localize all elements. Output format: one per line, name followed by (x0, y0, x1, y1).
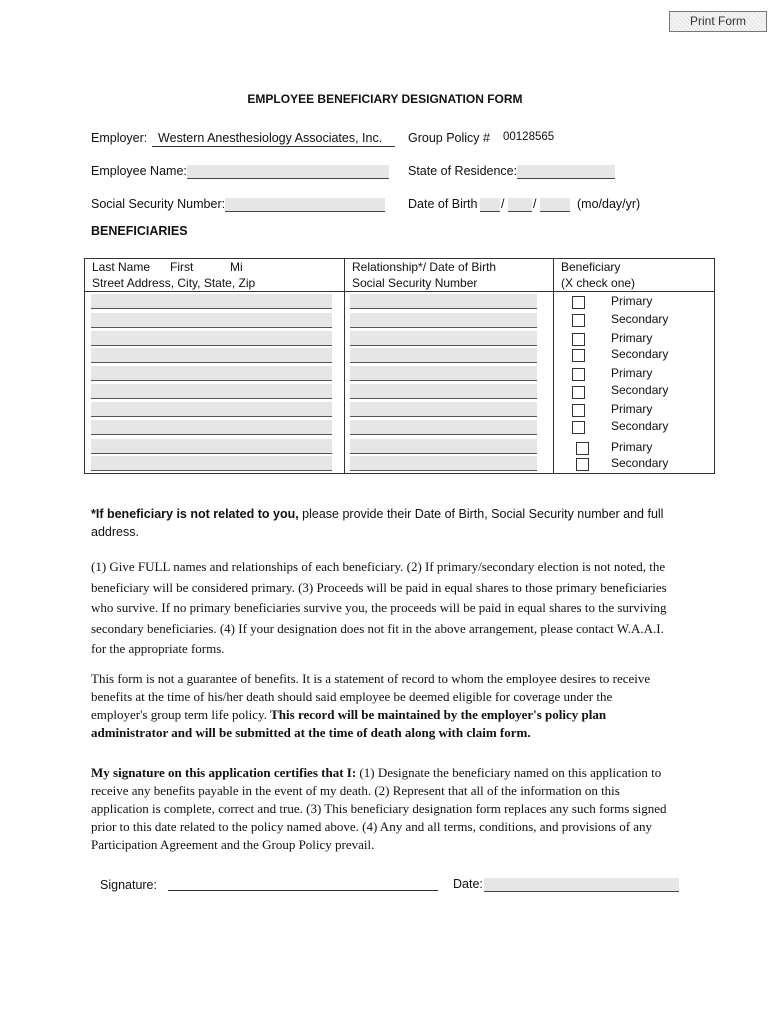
table-header-row (85, 259, 715, 292)
ssn-label: Social Security Number: (91, 197, 226, 211)
primary-checkbox[interactable] (572, 296, 585, 309)
beneficiary-ssn-field[interactable] (350, 456, 537, 471)
secondary-checkbox[interactable] (572, 349, 585, 362)
signature-field[interactable] (168, 876, 438, 891)
dob-day-field[interactable] (508, 198, 532, 212)
print-form-button[interactable]: Print Form (669, 11, 767, 32)
header-first: First (170, 260, 194, 274)
form-title: EMPLOYEE BENEFICIARY DESIGNATION FORM (247, 92, 523, 106)
beneficiary-name-field[interactable] (91, 366, 332, 381)
group-policy-label: Group Policy # (408, 131, 490, 145)
secondary-checkbox[interactable] (572, 421, 585, 434)
primary-label: Primary (611, 440, 653, 454)
header-ssn: Social Security Number (352, 276, 478, 290)
beneficiary-address-field[interactable] (91, 420, 332, 435)
dob-year-field[interactable] (540, 198, 570, 212)
beneficiary-relationship-field[interactable] (350, 402, 537, 417)
group-policy-field[interactable]: 00128565 (503, 131, 555, 143)
primary-label: Primary (611, 331, 653, 345)
beneficiary-address-field[interactable] (91, 384, 332, 399)
primary-label: Primary (611, 294, 653, 308)
secondary-label: Secondary (611, 383, 669, 397)
header-check-one: (X check one) (561, 276, 636, 290)
beneficiary-ssn-field[interactable] (350, 348, 537, 363)
beneficiary-relationship-field[interactable] (350, 366, 537, 381)
header-mi: Mi (230, 260, 243, 274)
date-field[interactable] (484, 878, 679, 892)
secondary-label: Secondary (611, 312, 669, 326)
ssn-field[interactable] (225, 198, 385, 212)
state-of-residence-label: State of Residence: (408, 164, 518, 178)
primary-label: Primary (611, 402, 653, 416)
beneficiary-relationship-field[interactable] (350, 294, 537, 309)
header-address: Street Address, City, State, Zip (92, 276, 256, 290)
certify-bold: My signature on this application certifies that I: (91, 765, 357, 780)
header-beneficiary: Beneficiary (561, 260, 621, 274)
state-of-residence-field[interactable] (517, 165, 615, 179)
signature-label: Signature: (100, 878, 157, 892)
dob-label: Date of Birth (408, 197, 478, 211)
beneficiary-name-field[interactable] (91, 294, 332, 309)
header-relationship (345, 259, 554, 292)
header-beneficiary-type (554, 259, 715, 292)
beneficiary-ssn-field[interactable] (350, 420, 537, 435)
dob-separator: / (501, 197, 505, 211)
guarantee-bold: This record will be maintained by the employer's policy plan administrator and will be submitted at the time of death along with claim form. (91, 707, 607, 740)
beneficiaries-heading: BENEFICIARIES (91, 224, 188, 238)
primary-checkbox[interactable] (572, 368, 585, 381)
beneficiary-ssn-field[interactable] (350, 313, 537, 328)
guarantee-paragraph (91, 670, 671, 742)
beneficiary-relationship-field[interactable] (350, 331, 537, 346)
dob-format-hint: (mo/day/yr) (577, 197, 641, 211)
beneficiary-name-field[interactable] (91, 331, 332, 346)
primary-checkbox[interactable] (572, 404, 585, 417)
secondary-label: Secondary (611, 347, 669, 361)
guarantee-text: This form is not a guarantee of benefits. It is a statement of record to whom the employee desires to receive benefits at the time of his/her death should said employee be deemed eligible for coverage under the employer's group term life policy. (91, 671, 651, 722)
primary-checkbox[interactable] (576, 442, 589, 455)
beneficiary-relationship-field[interactable] (350, 439, 537, 454)
secondary-checkbox[interactable] (576, 458, 589, 471)
beneficiary-address-field[interactable] (91, 456, 332, 471)
not-related-note (91, 505, 681, 541)
header-relationship-dob: Relationship*/ Date of Birth (352, 260, 497, 274)
employee-name-label: Employee Name: (91, 164, 187, 178)
primary-checkbox[interactable] (572, 333, 585, 346)
primary-label: Primary (611, 366, 653, 380)
header-name-address (85, 259, 345, 292)
secondary-checkbox[interactable] (572, 314, 585, 327)
beneficiary-ssn-field[interactable] (350, 384, 537, 399)
secondary-label: Secondary (611, 456, 669, 470)
employee-name-field[interactable] (187, 165, 389, 179)
not-related-note-bold: *If beneficiary is not related to you, (91, 507, 299, 521)
employer-label: Employer: (91, 131, 148, 145)
employer-field[interactable]: Western Anesthesiology Associates, Inc. (152, 131, 395, 147)
beneficiary-address-field[interactable] (91, 313, 332, 328)
dob-separator: / (533, 197, 537, 211)
certify-paragraph (91, 764, 671, 854)
date-label: Date: (453, 877, 483, 891)
instructions-paragraph: (1) Give FULL names and relationships of each beneficiary. (2) If primary/secondary election is not noted, the beneficiary will be considered primary. (3) Proceeds will be paid in equal shares to those primary beneficiaries who survive. If no primary beneficiaries survive you, the proceeds will be paid in equal shares to the surviving secondary beneficiaries. (4) If your designation does not fit in the above arrangement, please contact W.A.A.I. for the appropriate forms. (91, 559, 667, 656)
dob-month-field[interactable] (480, 198, 500, 212)
secondary-checkbox[interactable] (572, 386, 585, 399)
beneficiary-name-field[interactable] (91, 439, 332, 454)
header-last-name: Last Name (92, 260, 151, 274)
beneficiary-address-field[interactable] (91, 348, 332, 363)
beneficiary-name-field[interactable] (91, 402, 332, 417)
not-related-note-text: please provide their Date of Birth, Social Security number and full address. (91, 507, 664, 539)
certify-text: (1) Designate the beneficiary named on this application to receive any benefits payable in the event of my death. (2) Represent that all of the information on this application is complete, correct and true. (3) This beneficiary designation form replaces any such forms signed prior to this date related to the policy named above. (4) Any and all terms, conditions, and provisions of any Participation Agreement and the Group Policy prevail. (91, 765, 667, 852)
secondary-label: Secondary (611, 419, 669, 433)
